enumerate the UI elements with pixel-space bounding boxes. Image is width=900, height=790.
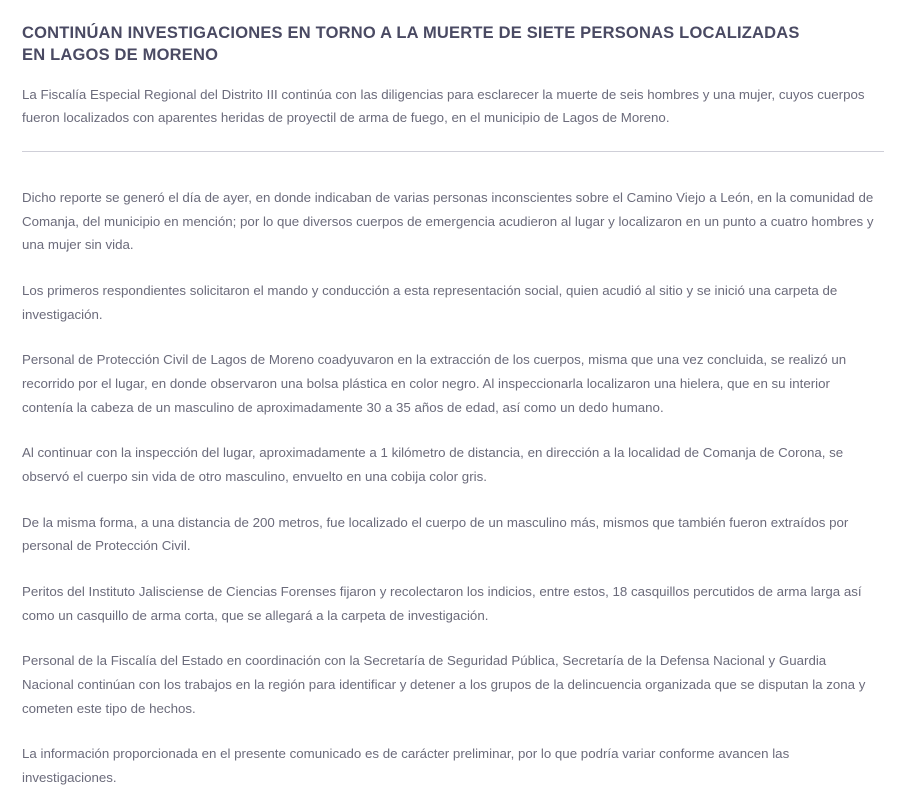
article-body <box>22 186 878 789</box>
article-paragraph: Personal de la Fiscalía del Estado en coordinación con la Secretaría de Seguridad Pública, Secretaría de la Defensa Nacional y Guardia Nacional continúan con los trabajos en la región para identificar y detener a los grupos de la delincuencia organizada que se disputan la zona y cometen este tipo de hechos. <box>22 653 866 716</box>
article-paragraph: Al continuar con la inspección del lugar, aproximadamente a 1 kilómetro de distancia, en dirección a la localidad de Comanja de Corona, se observó el cuerpo sin vida de otro masculino, envuelto en una cobija color gris. <box>22 445 844 484</box>
article-paragraph: Dicho reporte se generó el día de ayer, en donde indicaban de varias personas inconscientes sobre el Camino Viejo a León, en la comunidad de Comanja, del municipio en mención; por lo que diversos cuerpos de emergencia acudieron al lugar y localizaron en un punto a cuatro hombres y una mujer sin vida. <box>22 190 874 253</box>
article-paragraph: Personal de Protección Civil de Lagos de Moreno coadyuvaron en la extracción de los cuerpos, misma que una vez concluida, se realizó un recorrido por el lugar, en donde observaron una bolsa plástica en color negro. Al inspeccionarla localizaron una hielera, que en su interior contenía la cabeza de un masculino de aproximadamente 30 a 35 años de edad, así como un dedo humano. <box>22 352 847 415</box>
section-divider <box>22 151 884 152</box>
article-paragraph: La información proporcionada en el presente comunicado es de carácter preliminar, por lo que podría variar conforme avancen las investigaciones. <box>22 746 790 785</box>
page-title: CONTINÚAN INVESTIGACIONES EN TORNO A LA MUERTE DE SIETE PERSONAS LOCALIZADAS EN LAGOS DE MORENO <box>22 24 800 65</box>
article-paragraph: Peritos del Instituto Jalisciense de Ciencias Forenses fijaron y recolectaron los indicios, entre estos, 18 casquillos percutidos de arma larga así como un casquillo de arma corta, que se allegará a la carpeta de investigación. <box>22 583 862 623</box>
page-left-edge <box>0 0 3 728</box>
article-paragraph: Los primeros respondientes solicitaron el mando y conducción a esta representación social, quien acudió al sitio y se inició una carpeta de investigación. <box>22 283 838 322</box>
article-paragraph: De la misma forma, a una distancia de 200 metros, fue localizado el cuerpo de un masculino más, mismos que también fueron extraídos por personal de Protección Civil. <box>22 514 849 554</box>
article-lead: La Fiscalía Especial Regional del Distrito III continúa con las diligencias para esclarecer la muerte de seis hombres y una mujer, cuyos cuerpos fueron localizados con aparentes heridas de proyectil de arma de fuego, en el municipio de Lagos de Moreno. <box>22 86 865 125</box>
